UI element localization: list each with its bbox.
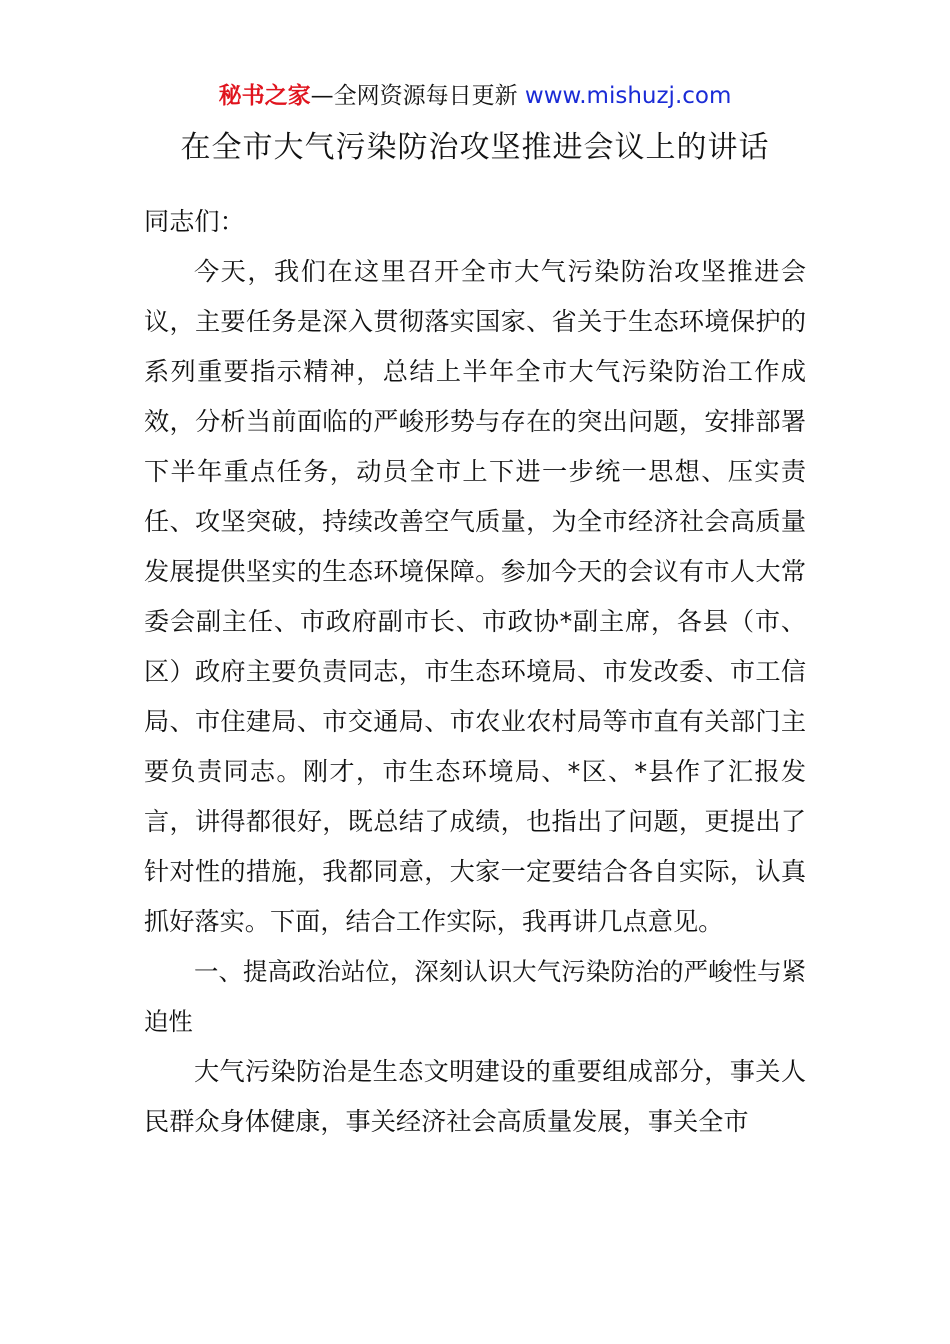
body-paragraph: 今天，我们在这里召开全市大气污染防治攻坚推进会议，主要任务是深入贯彻落实国家、省关于生态环境保护的系列重要指示精神，总结上半年全市大气污染防治工作成效，分析当前面临的严峻形势与存在的突出问题，安排部署下半年重点任务，动员全市上下进一步统一思想、压实责任、攻坚突破，持续改善空气质量，为全市经济社会高质量发展提供坚实的生态环境保障。参加今天的会议有市人大常委会副主任、市政府副市长、市政协*副主席，各县（市、区）政府主要负责同志，市生态环境局、市发改委、市工信局、市住建局、市交通局、市农业农村局等市直有关部门主要负责同志。刚才，市生态环境局、*区、*县作了汇报发言，讲得都很好，既总结了成绩，也指出了问题，更提出了针对性的措施，我都同意，大家一定要结合各自实际，认真抓好落实。下面，结合工作实际，我再讲几点意见。 — [144, 257, 806, 936]
document-body — [144, 197, 806, 1147]
document-title: 在全市大气污染防治攻坚推进会议上的讲话 — [180, 130, 770, 165]
section-heading: 一、提高政治站位，深刻认识大气污染防治的严峻性与紧迫性 — [144, 957, 806, 1036]
site-header — [0, 80, 950, 112]
site-url-link[interactable]: www.mishuzj.com — [524, 83, 732, 109]
brand-name: 秘书之家 — [218, 83, 311, 109]
section-paragraph: 大气污染防治是生态文明建设的重要组成部分，事关人民群众身体健康，事关经济社会高质量发展，事关全市 — [144, 1057, 806, 1136]
header-tagline: —全网资源每日更新 — [310, 83, 518, 109]
salutation: 同志们： — [144, 207, 245, 236]
